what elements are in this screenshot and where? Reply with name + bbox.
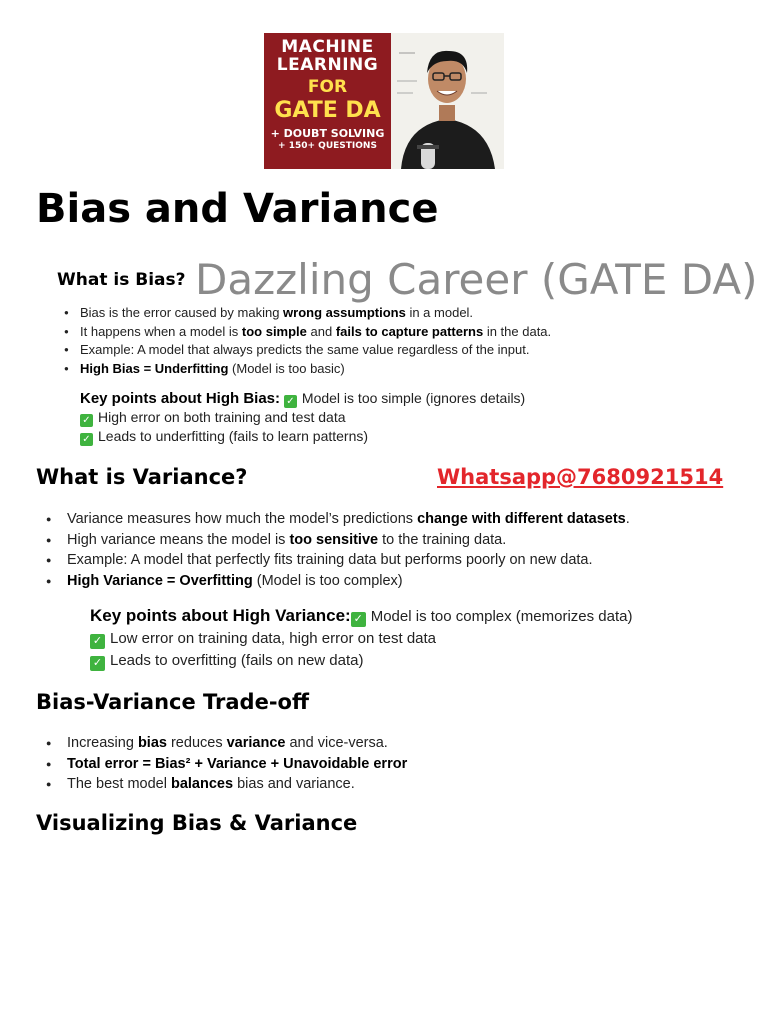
list-item: ● Variance measures how much the model’s predictions change with different datasets. <box>36 509 630 530</box>
check-mark-icon: ✓ <box>90 634 105 649</box>
course-banner <box>264 33 504 169</box>
variance-heading: What is Variance? <box>36 465 248 489</box>
list-item: ● High Bias = Underfitting (Model is too basic) <box>60 360 551 379</box>
list-item: ● Increasing bias reduces variance and vice-versa. <box>36 733 407 754</box>
banner-line2: LEARNING <box>276 54 379 75</box>
banner-line3: FOR <box>307 76 348 97</box>
variance-key-title: Key points about High Variance: <box>90 606 351 625</box>
banner-text-panel <box>264 33 391 169</box>
instructor-photo <box>391 33 504 169</box>
instructor-illustration <box>391 33 504 169</box>
page-title: Bias and Variance <box>36 186 439 232</box>
bias-key-points <box>80 389 525 446</box>
variance-key-points <box>90 605 632 672</box>
visualizing-heading: Visualizing Bias & Variance <box>36 811 358 835</box>
list-item: ● Example: A model that perfectly fits training data but performs poorly on new data. <box>36 550 630 571</box>
variance-bullet-list <box>36 509 630 591</box>
list-item: ● High Variance = Overfitting (Model is too complex) <box>36 571 630 592</box>
variance-key-point: Model is too complex (memorizes data) <box>370 608 633 625</box>
list-item: ● Total error = Bias² + Variance + Unavoidable error <box>36 754 407 775</box>
bias-key-title: Key points about High Bias: <box>80 390 281 407</box>
list-item: ● High variance means the model is too sensitive to the training data. <box>36 530 630 551</box>
banner-line1: MACHINE <box>281 37 374 57</box>
check-mark-icon: ✓ <box>80 414 93 427</box>
watermark-text: Dazzling Career (GATE DA) <box>195 255 758 304</box>
tradeoff-bullet-list <box>36 733 407 795</box>
bias-bullet-list <box>60 304 551 378</box>
banner-line5: + DOUBT SOLVING <box>270 126 385 140</box>
bias-key-point: Model is too simple (ignores details) <box>301 390 526 406</box>
check-mark-icon: ✓ <box>90 656 105 671</box>
check-mark-icon: ✓ <box>284 395 297 408</box>
variance-key-point: Leads to overfitting (fails on new data) <box>110 652 364 669</box>
bias-key-point: Leads to underfitting (fails to learn patterns) <box>98 428 369 444</box>
bias-heading: What is Bias? <box>57 270 186 290</box>
banner-line4: GATE DA <box>274 97 381 123</box>
tradeoff-heading: Bias-Variance Trade-off <box>36 690 309 714</box>
list-item: ● The best model balances bias and variance. <box>36 774 407 795</box>
list-item: ● Example: A model that always predicts the same value regardless of the input. <box>60 341 551 360</box>
check-mark-icon: ✓ <box>351 612 366 627</box>
list-item: ● It happens when a model is too simple and fails to capture patterns in the data. <box>60 323 551 342</box>
list-item: ● Bias is the error caused by making wrong assumptions in a model. <box>60 304 551 323</box>
banner-line6: + 150+ QUESTIONS <box>278 141 377 152</box>
bias-key-point: High error on both training and test data <box>98 409 346 425</box>
check-mark-icon: ✓ <box>80 433 93 446</box>
variance-key-point: Low error on training data, high error on test data <box>110 630 437 647</box>
whatsapp-link[interactable]: Whatsapp@7680921514 <box>437 465 724 489</box>
